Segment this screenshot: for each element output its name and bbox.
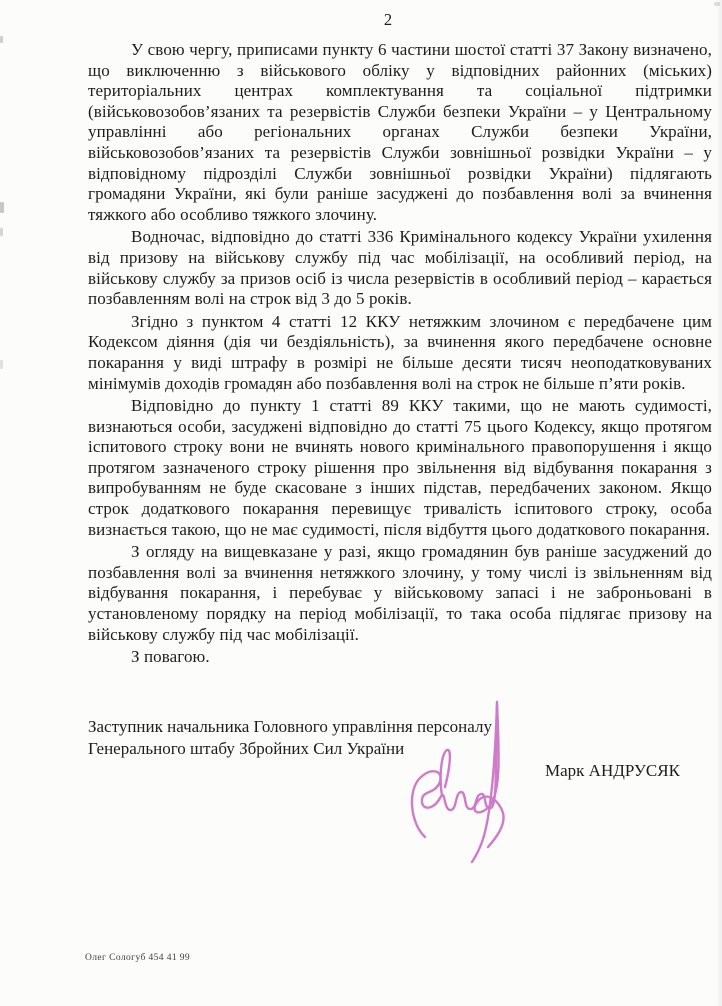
paragraph-law-article-37: У свою чергу, приписами пункту 6 частини шостої статті 37 Закону визначено, що виключенню з військового обліку у відповідних районних (міських) територіальних центрах комплектування та соціальної підтримки (військовозобов’язаних та резервістів Служби безпеки України – у Центральному управлінні або регіональних органах Служби безпеки України, військовозобов’язаних та резервістів Служби зовнішньої розвідки України – у відповідному підрозділі Служби зовнішньої розвідки України) підлягають громадяни України, які були раніше засуджені до позбавлення волі за вчинення тяжкого або особливо тяжкого злочину. <box>88 40 712 224</box>
scan-artifact <box>714 2 720 6</box>
page-number: 2 <box>383 10 393 29</box>
scan-artifact <box>0 228 3 236</box>
scan-artifact <box>0 360 3 369</box>
letter-body <box>88 40 712 670</box>
executor-contact: Олег Сологуб 454 41 99 <box>85 953 191 963</box>
signer-position-line2: Генерального штабу Збройних Сил України <box>88 739 405 758</box>
signer-position-line1: Заступник начальника Головного управління персоналу <box>88 717 492 736</box>
paragraph-criminal-code-336: Водночас, відповідно до статті 336 Кримінального кодексу України ухилення від призову на військову службу під час мобілізації, на особливий період, на військову службу за призов осіб із числа резервістів в особливий період – карається позбавленням волі на строк від 3 до 5 років. <box>88 227 712 309</box>
paragraph-kku-article-89: Відповідно до пункту 1 статті 89 ККУ такими, що не мають судимості, визнаються особи, засуджені відповідно до статті 75 цього Кодексу, якщо протягом іспитового строку вони не вчинять нового кримінального правопорушення і якщо протягом зазначеного строку рішення про звільнення від відбування покарання з випробуванням не буде скасоване з інших підстав, передбачених законом. Якщо строк додаткового покарання перевищує тривалість іспитового строку, особа визнається такою, що не має судимості, після відбуття цього додаткового покарання. <box>88 396 712 539</box>
paragraph-conclusion: З огляду на вищевказане у разі, якщо громадянин був раніше засуджений до позбавлення волі за вчинення нетяжкого злочину, у тому числі із звільненням від відбування покарання, і перебуває у військовому запасі і не заброньовані в установленому порядку на період мобілізації, то така особа підлягає призову на військову службу під час мобілізації. <box>88 542 712 644</box>
scan-artifact <box>0 202 4 213</box>
paragraph-kku-article-12: Згідно з пунктом 4 статті 12 ККУ нетяжким злочином є передбачене цим Кодексом діяння (дія чи бездіяльність), за вчинення якого передбачене основне покарання у виді штрафу в розмірі не більше десяти тисяч неоподатковуваних мінімумів доходів громадян або позбавлення волі на строк не більше п’яти років. <box>88 311 712 393</box>
signer-name: Марк АНДРУСЯК <box>545 761 680 780</box>
scan-artifact <box>0 36 3 43</box>
signature-block <box>88 716 558 760</box>
closing-salutation: З повагою. <box>131 647 210 667</box>
